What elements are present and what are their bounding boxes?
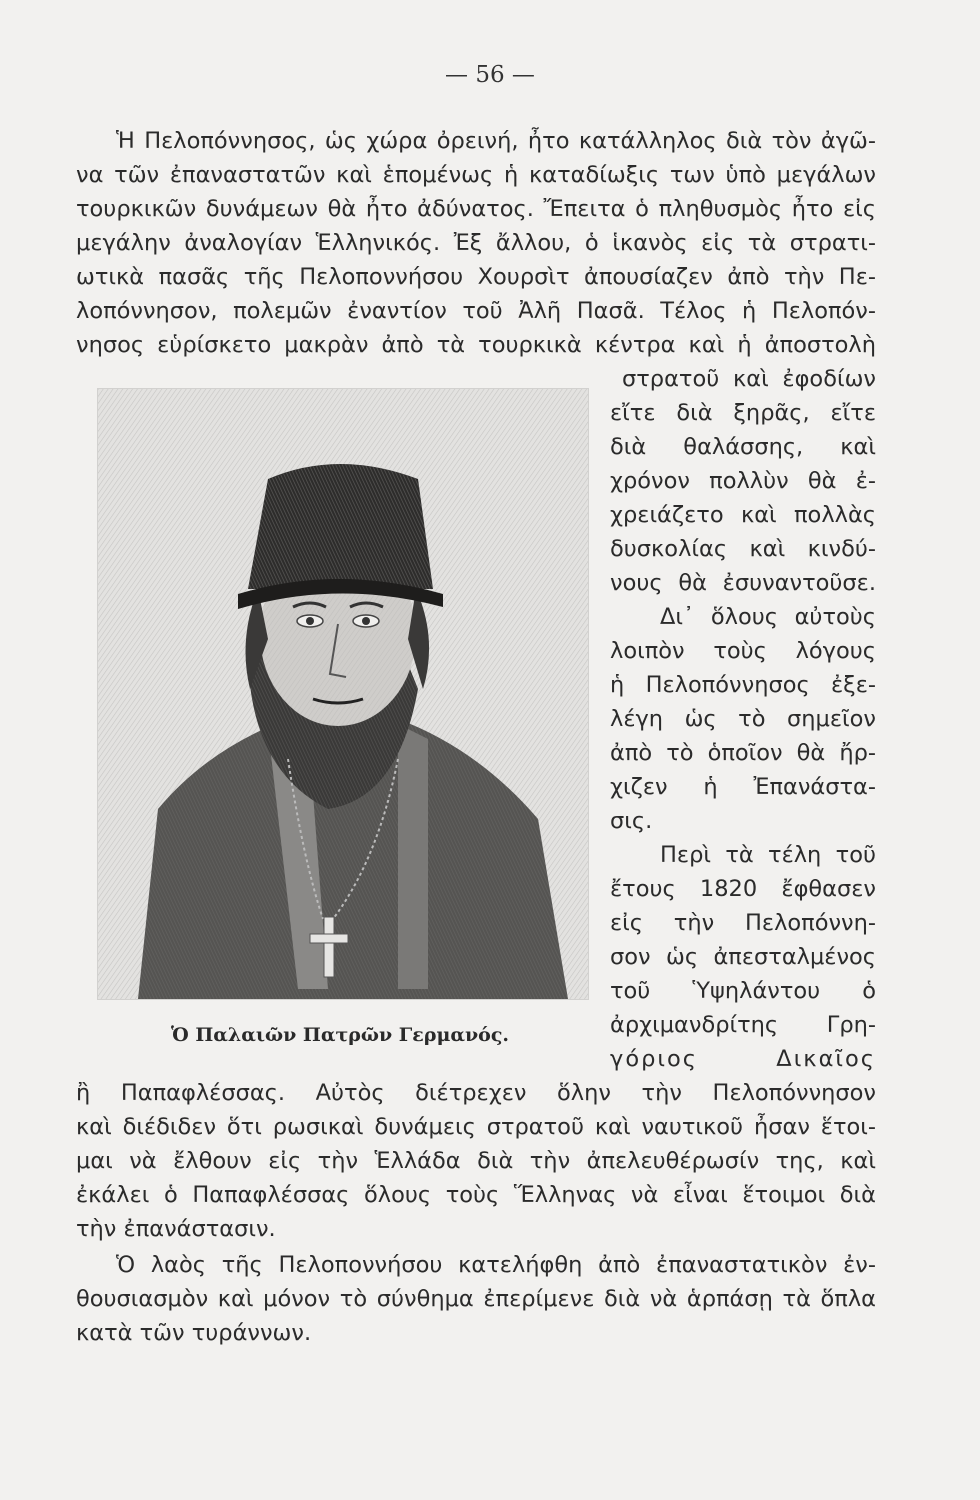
text-line: χρειάζετο καὶ πολλὰς [610,502,876,528]
text-line: γόριος Δικαῖος [610,1046,876,1072]
text-line: ἐκάλει ὁ Παπαφλέσσας ὅλους τοὺς Ἕλληνας νὰ εἶναι ἕτοιμοι διὰ [76,1182,876,1208]
text-line: νησος εὑρίσκετο μακρὰν ἀπὸ τὰ τουρκικὰ κέντρα καὶ ἡ ἀποστολὴ [76,332,876,358]
text-line: τοῦ Ὑψηλάντου ὁ [610,978,876,1004]
text-line: διὰ θαλάσσης, καὶ [610,434,876,460]
text-line: μαι νὰ ἔλθουν εἰς τὴν Ἑλλάδα διὰ τὴν ἀπελευθέρωσίν της, καὶ [76,1148,876,1174]
text-line: να τῶν ἐπαναστατῶν καὶ ἑπομένως ἡ καταδίωξις των ὑπὸ μεγάλων [76,162,876,188]
text-line: ἀπὸ τὸ ὁποῖον θὰ ἤρ- [610,740,876,766]
text-line: λοιπὸν τοὺς λόγους [610,638,876,664]
text-line: Ὁ λαὸς τῆς Πελοποννήσου κατελήφθη ἀπὸ ἐπαναστατικὸν ἐν- [116,1252,876,1278]
text-line: χρόνον πολλὺν θὰ ἐ- [610,468,876,494]
portrait-engraving [98,389,588,999]
text-line: λέγη ὡς τὸ σημεῖον [610,706,876,732]
text-line: Ἡ Πελοπόννησος, ὡς χώρα ὀρεινή, ἦτο κατάλληλος διὰ τὸν ἀγῶ- [116,128,876,154]
text-line: εἴτε διὰ ξηρᾶς, εἴτε [610,400,876,426]
text-line: Δι᾽ ὅλους αὐτοὺς [660,604,876,630]
text-line: ἡ Πελοπόννησος ἐξε- [610,672,876,698]
text-line: τὴν ἐπανάστασιν. [76,1216,276,1242]
text-line: καὶ διέδιδεν ὅτι ρωσικαὶ δυνάμεις στρατοῦ καὶ ναυτικοῦ ἦσαν ἕτοι- [76,1114,876,1140]
portrait-illustration [97,388,589,1000]
text-line: κατὰ τῶν τυράννων. [76,1320,312,1346]
text-line: δυσκολίας καὶ κινδύ- [610,536,876,562]
text-line: Περὶ τὰ τέλη τοῦ [660,842,876,868]
text-line: ἢ Παπαφλέσσας. Αὐτὸς διέτρεχεν ὅλην τὴν Πελοπόννησον [76,1080,876,1106]
text-line: σον ὡς ἀπεσταλμένος [610,944,876,970]
text-line: μεγάλην ἀναλογίαν Ἑλληνικός. Ἐξ ἄλλου, ὁ ἱκανὸς εἰς τὰ στρατι- [76,230,876,256]
page-number: — 56 — [445,62,535,88]
text-line: τουρκικῶν δυνάμεων θὰ ἦτο ἀδύνατος. Ἔπειτα ὁ πληθυσμὸς ἦτο εἰς [76,196,876,222]
text-line: στρατοῦ καὶ ἐφοδίων [622,366,876,392]
text-line: λοπόννησον, πολεμῶν ἐναντίον τοῦ Ἀλῆ Πασᾶ. Τέλος ἡ Πελοπόν- [76,298,876,324]
text-line: θουσιασμὸν καὶ μόνον τὸ σύνθημα ἐπερίμενε διὰ νὰ ἁρπάσῃ τὰ ὅπλα [76,1286,876,1312]
text-line: χιζεν ἡ Ἐπανάστα- [610,774,876,800]
text-line: ωτικὰ πασᾶς τῆς Πελοποννήσου Χουρσὶτ ἀπουσίαζεν ἀπὸ τὴν Πε- [76,264,876,290]
text-line: σις. [610,808,653,834]
figure-caption: Ὁ Παλαιῶν Πατρῶν Γερμανός. [170,1024,510,1046]
text-line: ἀρχιμανδρίτης Γρη- [610,1012,876,1038]
text-line: ἔτους 1820 ἔφθασεν [610,876,876,902]
text-line: νους θὰ ἐσυναντοῦσε. [610,570,876,596]
text-line: εἰς τὴν Πελοπόννη- [610,910,876,936]
